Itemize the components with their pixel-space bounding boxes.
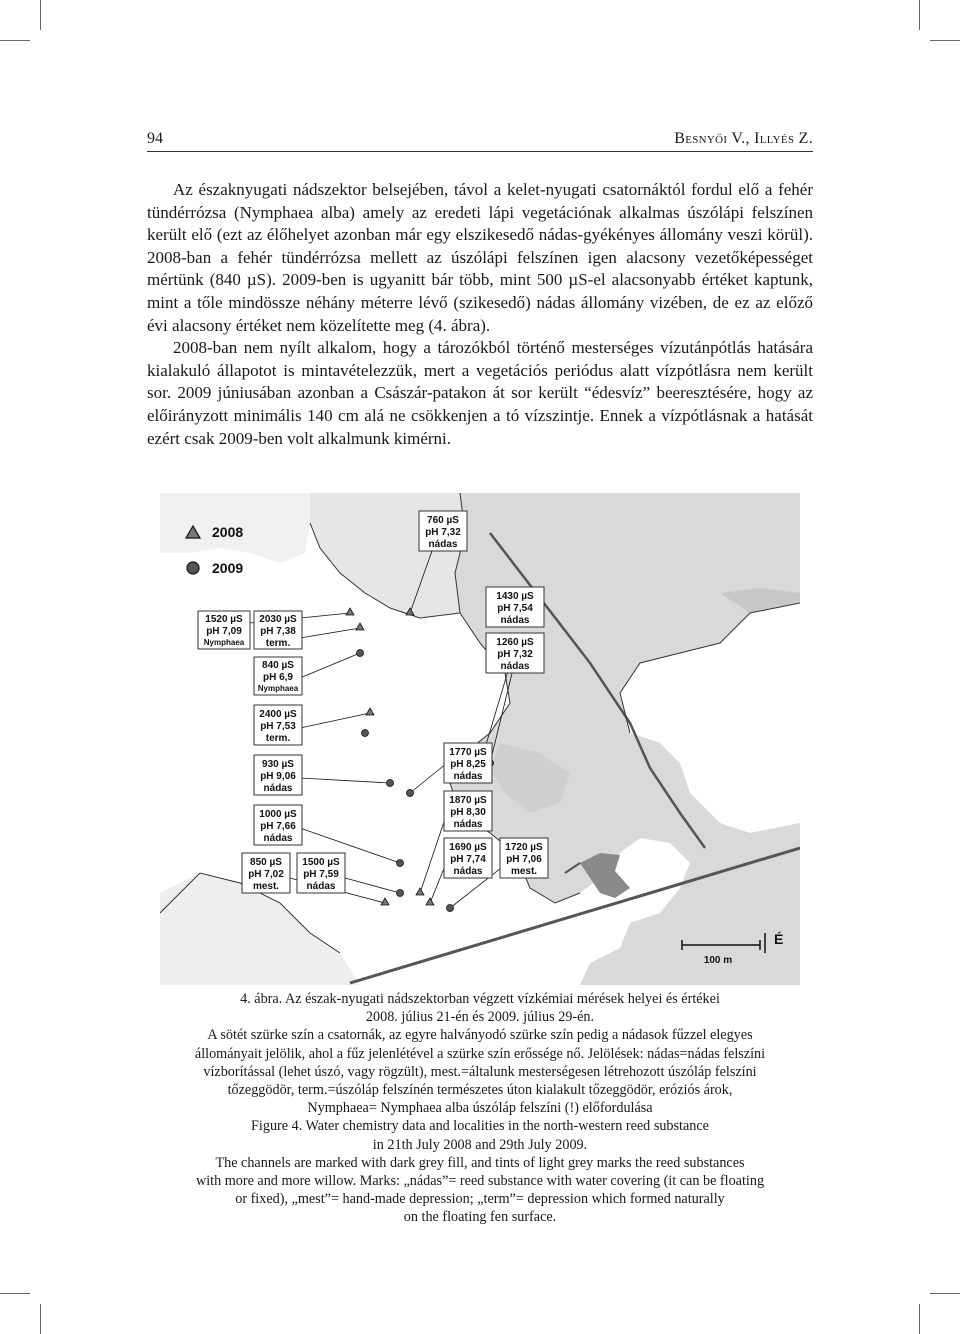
- value-label: [254, 657, 302, 695]
- sample-point-2008: [381, 898, 389, 905]
- svg-text:term.: term.: [265, 733, 291, 744]
- svg-text:2400 µS: 2400 µS: [259, 709, 297, 720]
- svg-text:pH 7,53: pH 7,53: [260, 721, 296, 732]
- legend-label-2008: 2008: [212, 524, 244, 540]
- svg-text:pH 7,66: pH 7,66: [260, 821, 296, 832]
- crop-mark: [0, 40, 30, 41]
- sample-point-2009: [362, 730, 369, 737]
- leader-line: [300, 713, 370, 728]
- value-label: [419, 511, 467, 551]
- scale-label: 100 m: [703, 955, 733, 966]
- svg-text:pH 7,74: pH 7,74: [450, 854, 486, 865]
- sample-point-2009: [397, 890, 404, 897]
- caption-line: 4. ábra. Az észak-nyugati nádszektorban végzett vízkémiai mérések helyei és értékei: [240, 991, 720, 1007]
- svg-text:pH 7,06: pH 7,06: [506, 854, 542, 865]
- svg-text:nádas: nádas: [500, 661, 530, 672]
- value-label: [297, 853, 345, 893]
- svg-text:Nymphaea: Nymphaea: [203, 638, 245, 647]
- sample-point-2009: [397, 860, 404, 867]
- svg-text:pH 7,09: pH 7,09: [206, 626, 242, 637]
- svg-text:1770 µS: 1770 µS: [449, 747, 487, 758]
- value-label: [198, 611, 250, 649]
- caption-line: tőzeggödör, term.=úszóláp felszínén természetes úton kialakult tőzeggödör, eróziós árok,: [227, 1082, 733, 1099]
- crop-mark: [930, 1293, 960, 1294]
- sample-point-2009: [357, 650, 364, 657]
- svg-text:1500 µS: 1500 µS: [302, 857, 340, 868]
- sample-point-2009: [447, 905, 454, 912]
- svg-text:pH 7,59: pH 7,59: [303, 869, 339, 880]
- value-label: [254, 755, 302, 795]
- svg-text:1000 µS: 1000 µS: [259, 809, 297, 820]
- value-label: [486, 633, 544, 673]
- svg-text:Nymphaea: Nymphaea: [257, 684, 299, 693]
- legend-circle-icon: [187, 562, 199, 574]
- sample-point-2009: [407, 790, 414, 797]
- svg-text:term.: term.: [265, 638, 291, 649]
- svg-text:760 µS: 760 µS: [427, 515, 459, 526]
- svg-text:nádas: nádas: [263, 783, 293, 794]
- map-figure: [160, 493, 800, 985]
- svg-text:930 µS: 930 µS: [262, 759, 294, 770]
- caption-line: vízborítással (lehet úszó, vagy rögzült), mest.=általunk mesterségesen létrehozott úszóláp felszíni: [203, 1063, 757, 1080]
- svg-text:1260 µS: 1260 µS: [496, 637, 534, 648]
- value-label: [254, 805, 302, 845]
- sample-point-2008: [416, 888, 424, 895]
- page-number: 94: [147, 130, 163, 147]
- value-label: [254, 611, 302, 649]
- caption-line: állományait jelölik, ahol a fűz jelenlétével a szürke szín erőssége nő. Jelölések: nádas=nádas felszíni: [194, 1045, 766, 1062]
- caption-line: 2008. július 21-én és 2009. július 29-én.: [365, 1009, 595, 1026]
- leader-line: [410, 763, 447, 793]
- svg-text:nádas: nádas: [453, 866, 483, 877]
- leader-line: [300, 653, 360, 678]
- crop-mark: [40, 1304, 41, 1334]
- svg-text:pH 7,32: pH 7,32: [425, 527, 461, 538]
- header-rule: [147, 151, 813, 152]
- value-label: [254, 705, 302, 745]
- leader-line: [420, 813, 447, 893]
- svg-text:nádas: nádas: [500, 615, 530, 626]
- leader-line: [345, 878, 400, 893]
- svg-text:pH 8,25: pH 8,25: [450, 759, 486, 770]
- leader-line: [300, 778, 390, 783]
- svg-text:pH 7,32: pH 7,32: [497, 649, 533, 660]
- value-label: [444, 838, 492, 878]
- svg-text:nádas: nádas: [263, 833, 293, 844]
- caption-line: in 21th July 2008 and 29th July 2009.: [372, 1136, 588, 1153]
- svg-text:pH 7,38: pH 7,38: [260, 626, 296, 637]
- caption-line: A sötét szürke szín a csatornák, az egyre halványodó szürke szín pedig a nádasok fűzzel elegyes: [207, 1027, 753, 1044]
- north-label: É: [774, 931, 784, 947]
- sample-point-2008: [356, 623, 364, 630]
- svg-text:nádas: nádas: [453, 819, 483, 830]
- sample-point-2008: [346, 608, 354, 615]
- legend-label-2009: 2009: [212, 560, 244, 576]
- value-label: [444, 791, 492, 831]
- caption-line: The channels are marked with dark grey fill, and tints of light grey marks the reed substances: [215, 1154, 745, 1171]
- figure-caption: [147, 990, 813, 1227]
- svg-text:nádas: nádas: [428, 539, 458, 550]
- map-svg: [160, 493, 800, 985]
- svg-text:1430 µS: 1430 µS: [496, 591, 534, 602]
- value-label: [500, 838, 548, 878]
- crop-mark: [919, 0, 920, 30]
- svg-text:pH 7,54: pH 7,54: [497, 603, 533, 614]
- svg-text:mest.: mest.: [252, 881, 280, 892]
- sample-point-2008: [366, 708, 374, 715]
- crop-mark: [930, 40, 960, 41]
- svg-text:mest.: mest.: [510, 866, 538, 877]
- svg-text:2030 µS: 2030 µS: [259, 614, 297, 625]
- svg-text:840 µS: 840 µS: [262, 660, 294, 671]
- svg-text:pH 7,02: pH 7,02: [248, 869, 284, 880]
- caption-line: Figure 4. Water chemistry data and localities in the north-western reed substance: [251, 1118, 709, 1135]
- running-header: [147, 130, 813, 152]
- svg-text:1870 µS: 1870 µS: [449, 795, 487, 806]
- svg-text:850 µS: 850 µS: [250, 857, 282, 868]
- open-area: [160, 553, 200, 793]
- svg-text:1720 µS: 1720 µS: [505, 842, 543, 853]
- svg-text:pH 6,9: pH 6,9: [262, 672, 294, 683]
- crop-mark: [919, 1304, 920, 1334]
- caption-line: with more and more willow. Marks: „nádas”= reed substance with water covering (it can be floating: [195, 1173, 765, 1190]
- paragraph: Az északnyugati nádszektor belsejében, távol a kelet-nyugati csatornáktól fordul elő a fehér tündérrózsa (Nymphaea alba) amely az eredeti lápi vegetációnak alkalmas úszólápi felszínen került elő (ezt az élőhelyet azonban már egy elszikesedő nádas-gyékényes állomány veszi körül). 2008-ban a fehér tündérrózsa mellett az úszólápi felszínen igen alacsony vezetőképességet mértünk (840 µS). 2009-ben is ugyanitt bár több, mint 500 µS-el alacsonyabb értéket kaptunk, mint a tőle mindössze néhány méterre lévő (szikesedő) nádas állomány vizében, de ez az előző évi alacsony értéket nem közelítette meg (4. ábra).: [147, 180, 813, 335]
- caption-line: Nymphaea= Nymphaea alba úszóláp felszíni (!) előfordulása: [307, 1100, 653, 1117]
- svg-text:nádas: nádas: [453, 771, 483, 782]
- value-label: [444, 743, 492, 783]
- running-authors: Besnyői V., Illyés Z.: [674, 130, 813, 147]
- paragraph: 2008-ban nem nyílt alkalom, hogy a tározókból történő mesterséges vízutánpótlás hatására kialakuló állapotot is mintavételezzük, mert a vegetációs periódus alatt vízpótlásra nem került sor. 2009 júniusában azonban a Császár-patakon át sor került “édesvíz” beeresztésére, hogy az előirányzott minimális 140 cm alá ne csökkenjen a tó vízszintje. Ennek a vízpótlásnak a hatását ezért csak 2009-ben volt alkalmunk kimérni.: [147, 338, 813, 448]
- caption-line: on the floating fen surface.: [403, 1209, 557, 1226]
- svg-text:nádas: nádas: [306, 881, 336, 892]
- svg-text:pH 9,06: pH 9,06: [260, 771, 296, 782]
- caption-line: or fixed), „mest”= hand-made depression; „term”= depression which formed naturally: [235, 1191, 725, 1208]
- svg-text:1520 µS: 1520 µS: [205, 614, 243, 625]
- crop-mark: [40, 0, 41, 30]
- svg-text:pH 8,30: pH 8,30: [450, 807, 486, 818]
- body-text: [147, 179, 813, 450]
- sample-point-2008: [426, 898, 434, 905]
- svg-text:1690 µS: 1690 µS: [449, 842, 487, 853]
- crop-mark: [0, 1293, 30, 1294]
- leader-line: [300, 628, 360, 638]
- sample-point-2009: [387, 780, 394, 787]
- value-label: [486, 587, 544, 627]
- value-label: [242, 853, 290, 893]
